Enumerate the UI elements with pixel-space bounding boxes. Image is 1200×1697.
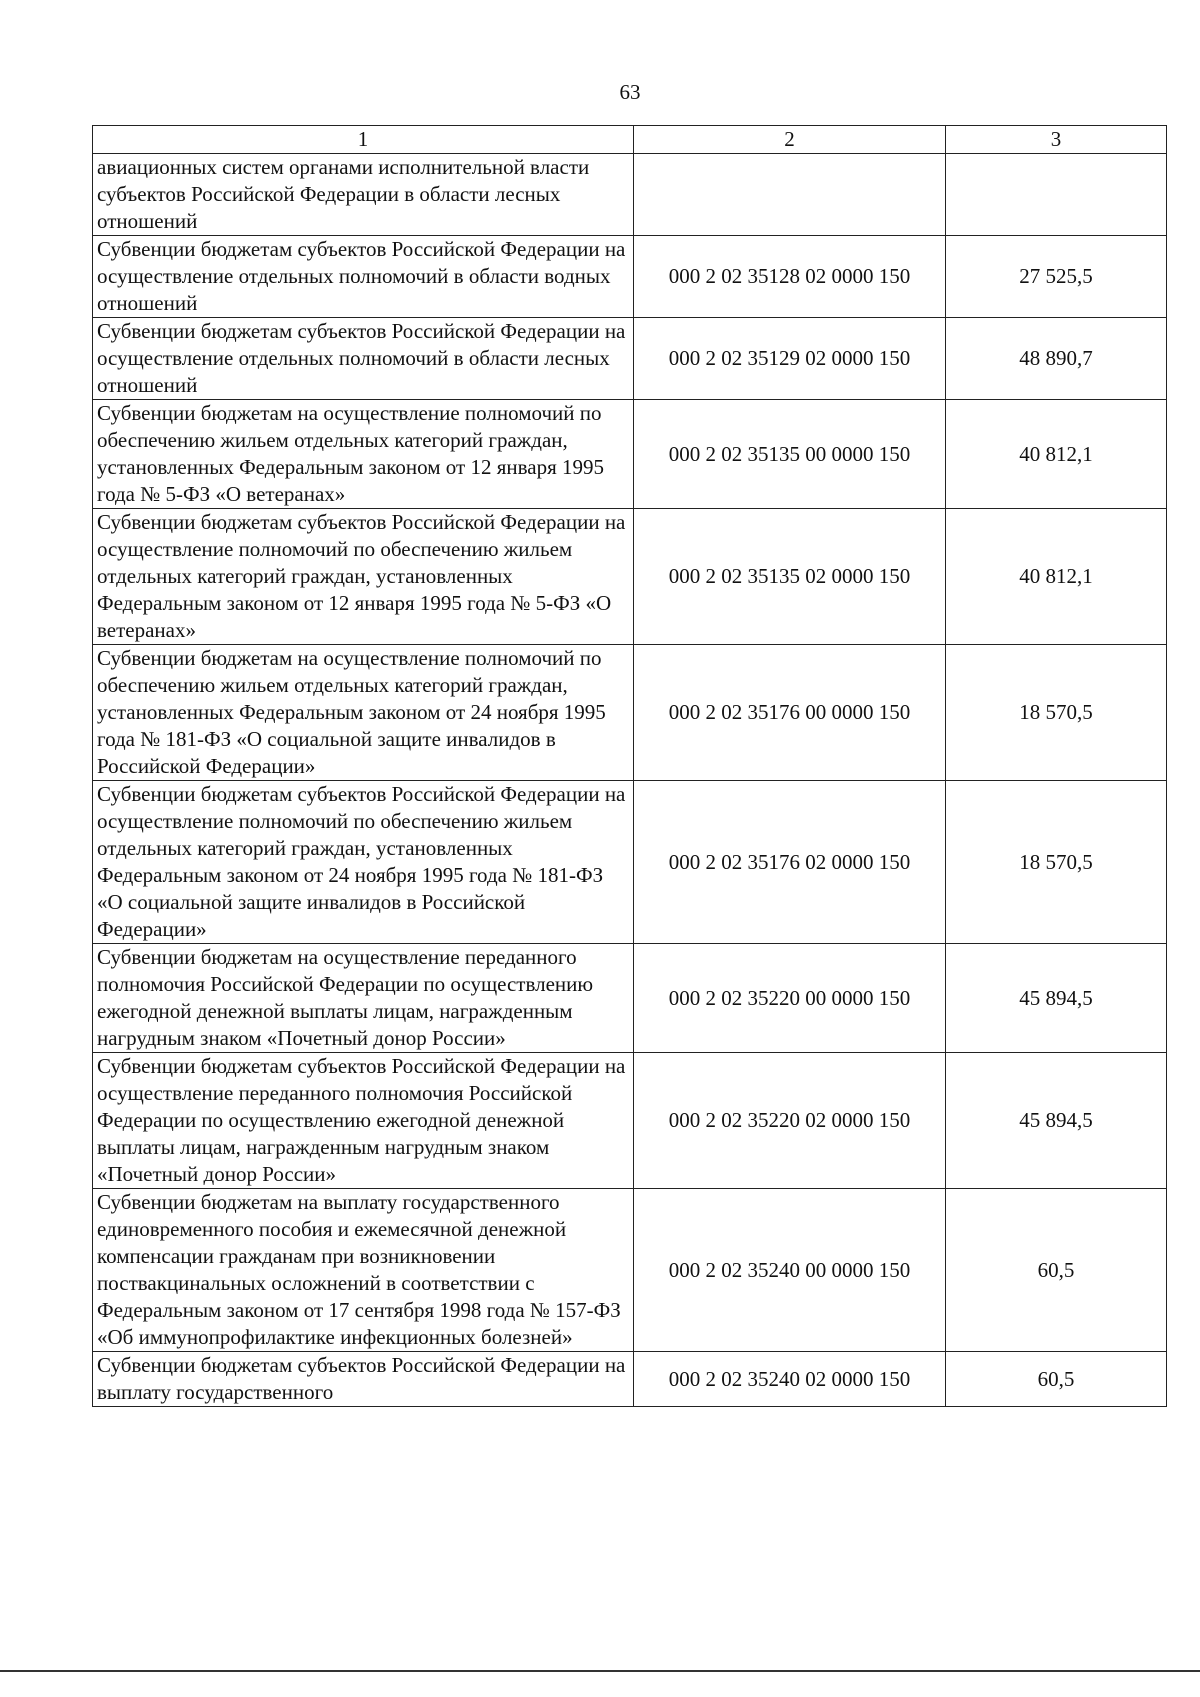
budget-table [92,125,1167,1407]
row-amount: 18 570,5 [946,645,1167,781]
column-header-2: 2 [634,126,946,154]
row-description: Субвенции бюджетам субъектов Российской Федерации на осуществление переданного полномочия Российской Федерации по осуществлению ежегодной денежной выплаты лицам, награжденным нагрудным знаком «Почетный донор России» [93,1053,634,1189]
row-code [634,154,946,236]
row-amount: 60,5 [946,1189,1167,1352]
row-code: 000 2 02 35240 00 0000 150 [634,1189,946,1352]
row-code: 000 2 02 35135 00 0000 150 [634,400,946,509]
row-code: 000 2 02 35220 00 0000 150 [634,944,946,1053]
table-row [93,944,1167,1053]
row-amount: 27 525,5 [946,236,1167,318]
row-description: Субвенции бюджетам субъектов Российской Федерации на осуществление отдельных полномочий в области водных отношений [93,236,634,318]
table-row [93,1352,1167,1407]
table-row [93,236,1167,318]
row-amount: 40 812,1 [946,400,1167,509]
table-row [93,1189,1167,1352]
row-amount: 45 894,5 [946,944,1167,1053]
row-description: Субвенции бюджетам субъектов Российской Федерации на осуществление отдельных полномочий в области лесных отношений [93,318,634,400]
table-row [93,509,1167,645]
page-number: 63 [619,80,641,104]
row-description: Субвенции бюджетам на осуществление переданного полномочия Российской Федерации по осуществлению ежегодной денежной выплаты лицам, награжденным нагрудным знаком «Почетный донор России» [93,944,634,1053]
table-header-row [93,126,1167,154]
table-row [93,154,1167,236]
column-header-3: 3 [946,126,1167,154]
row-description: Субвенции бюджетам на осуществление полномочий по обеспечению жильем отдельных категорий граждан, установленных Федеральным законом от 24 ноября 1995 года № 181-ФЗ «О социальной защите инвалидов в Российской Федерации» [93,645,634,781]
row-code: 000 2 02 35176 02 0000 150 [634,781,946,944]
table-row [93,400,1167,509]
table-row [93,645,1167,781]
table-row [93,1053,1167,1189]
row-code: 000 2 02 35240 02 0000 150 [634,1352,946,1407]
row-description: Субвенции бюджетам субъектов Российской Федерации на осуществление полномочий по обеспечению жильем отдельных категорий граждан, установленных Федеральным законом от 12 января 1995 года № 5-ФЗ «О ветеранах» [93,509,634,645]
row-code: 000 2 02 35128 02 0000 150 [634,236,946,318]
row-description: Субвенции бюджетам на выплату государственного единовременного пособия и ежемесячной денежной компенсации гражданам при возникновении поствакцинальных осложнений в соответствии с Федеральным законом от 17 сентября 1998 года № 157-ФЗ «Об иммунопрофилактике инфекционных болезней» [93,1189,634,1352]
table-row [93,318,1167,400]
row-code: 000 2 02 35129 02 0000 150 [634,318,946,400]
row-amount: 18 570,5 [946,781,1167,944]
table-row [93,781,1167,944]
bottom-rule [0,1670,1200,1672]
row-amount: 48 890,7 [946,318,1167,400]
row-amount [946,154,1167,236]
row-amount: 45 894,5 [946,1053,1167,1189]
row-amount: 40 812,1 [946,509,1167,645]
row-description: Субвенции бюджетам на осуществление полномочий по обеспечению жильем отдельных категорий граждан, установленных Федеральным законом от 12 января 1995 года № 5-ФЗ «О ветеранах» [93,400,634,509]
row-code: 000 2 02 35135 02 0000 150 [634,509,946,645]
row-code: 000 2 02 35176 00 0000 150 [634,645,946,781]
row-amount: 60,5 [946,1352,1167,1407]
row-description: авиационных систем органами исполнительной власти субъектов Российской Федерации в области лесных отношений [93,154,634,236]
column-header-1: 1 [93,126,634,154]
row-description: Субвенции бюджетам субъектов Российской Федерации на осуществление полномочий по обеспечению жильем отдельных категорий граждан, установленных Федеральным законом от 24 ноября 1995 года № 181-ФЗ «О социальной защите инвалидов в Российской Федерации» [93,781,634,944]
row-code: 000 2 02 35220 02 0000 150 [634,1053,946,1189]
row-description: Субвенции бюджетам субъектов Российской Федерации на выплату государственного [93,1352,634,1407]
